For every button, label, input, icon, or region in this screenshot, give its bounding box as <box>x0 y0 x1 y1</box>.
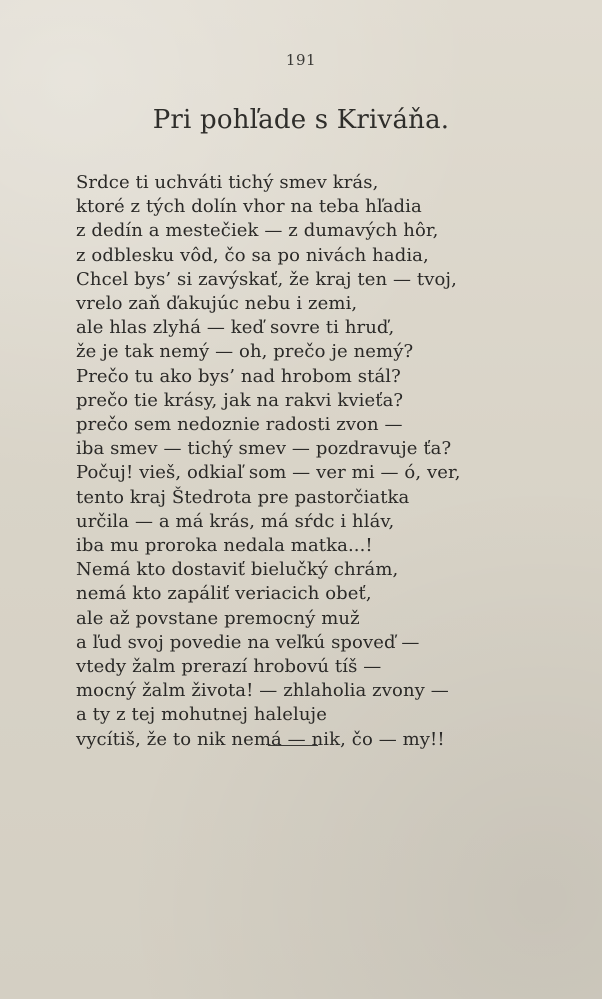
poem-line: Chcel bys’ si zavýskať, že kraj ten — tvoj, <box>76 268 457 290</box>
poem-line: a ľud svoj povedie na veľkú spoveď — <box>76 631 420 653</box>
section-divider <box>268 745 318 746</box>
poem-line: ale až povstane premocný muž <box>76 607 360 629</box>
poem-line: vrelo zaň ďakujúc nebu i zemi, <box>76 293 358 315</box>
poem-line: prečo sem nedoznie radosti zvon — <box>76 414 403 436</box>
poem-line: z dedín a mestečiek — z dumavých hôr, <box>76 220 439 242</box>
poem-line: určila — a má krás, má sŕdc i hláv, <box>76 510 395 532</box>
poem-line: tento kraj Štedrota pre pastorčiatka <box>76 486 410 508</box>
poem-line: ale hlas zlyhá — keď sovre ti hruď, <box>76 317 395 339</box>
poem-line: z odblesku vôd, čo sa po nivách hadia, <box>76 244 429 266</box>
poem-body <box>76 171 461 752</box>
poem-line: Prečo tu ako bys’ nad hrobom stál? <box>76 365 401 387</box>
poem-line: vtedy žalm prerazí hrobovú tíš — <box>76 656 382 678</box>
poem-line: a ty z tej mohutnej haleluje <box>76 704 327 726</box>
poem-title: Pri pohľade s Kriváňa. <box>152 105 450 135</box>
poem-line: vycítiš, že to nik nemá — nik, čo — my!! <box>76 728 445 750</box>
poem-line: iba smev — tichý smev — pozdravuje ťa? <box>76 438 452 460</box>
poem-line: nemá kto zapáliť veriacich obeť, <box>76 583 372 605</box>
poem-line: že je tak nemý — oh, prečo je nemý? <box>76 341 414 363</box>
poem-line: Nemá kto dostaviť bielučký chrám, <box>76 559 399 581</box>
poem-line: ktoré z tých dolín vhor na teba hľadia <box>76 196 422 218</box>
poem-line: mocný žalm života! — zhlaholia zvony — <box>76 680 449 702</box>
poem-line: prečo tie krásy, jak na rakvi kvieťa? <box>76 389 404 411</box>
poem-line: Srdce ti uchváti tichý smev krás, <box>76 172 379 193</box>
page-number: 191 <box>285 51 317 69</box>
poem-line: iba mu proroka nedala matka...! <box>76 535 373 557</box>
poem-line: Počuj! vieš, odkiaľ som — ver mi — ó, ver, <box>76 462 461 484</box>
